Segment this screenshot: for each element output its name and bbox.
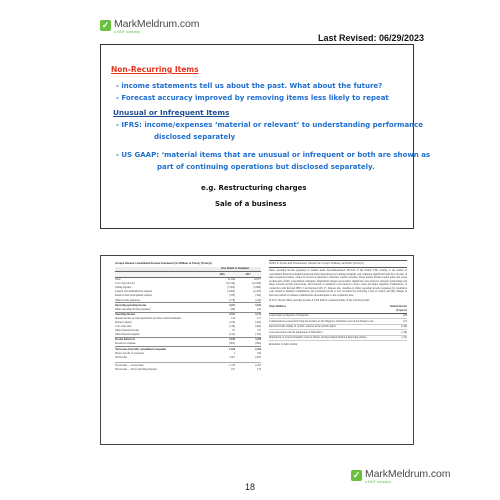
ifrs-line-1: - IFRS: income/expenses ‘material or relevant’ to understanding performance — [116, 121, 424, 129]
brand-tagline: a MMF company — [365, 479, 392, 484]
slide-bullet-2: - Forecast accuracy improved by removing items less likely to repeat — [116, 94, 389, 102]
table-row: Share of profit of associates 1 169 — [115, 351, 261, 355]
income-statement-rows — [115, 278, 261, 360]
note-heading: NOTE 6. Events and Transactions Outside the Group's Ordinary Activities [Excerpt] — [269, 260, 407, 268]
slide-bullet-1: - income statements tell us about the past. What about the future? — [116, 82, 383, 90]
page-number: 18 — [244, 482, 255, 492]
table-row: Selling expense (5,562) (5,890) — [115, 286, 261, 290]
table-row: Other income (expense) (278) (219) — [115, 298, 261, 302]
slide — [100, 44, 431, 229]
table-row: Other financial expense (214) (312) — [115, 333, 261, 337]
checkmark-icon: ✓ — [352, 470, 361, 480]
last-revised: Last Revised: 06/29/2023 — [318, 33, 425, 43]
table-row: Research and development expense (333) (342) — [115, 294, 261, 298]
table-row: Recurring operating income 3,022 3,543 — [115, 303, 261, 307]
income-statement-excerpt — [115, 262, 261, 372]
note-excerpt — [269, 260, 407, 346]
table-row: Income before tax 2,630 3,296 — [115, 338, 261, 342]
ifrs-line-2: disclosed separately — [154, 133, 236, 141]
brand-logo-top — [100, 19, 199, 34]
table-row: Compensation received following the decision of the Singapore arbitration court in the Fonterra case 105 — [269, 319, 407, 323]
table-row: Cost of goods sold (10,744) (12,459) — [115, 282, 261, 286]
table-row: Capital gain on disposal of Stonyfield 628 — [269, 314, 407, 318]
table-row: Costs associated with the integration of WhiteWave (118) — [269, 330, 407, 334]
table-row: Net income from fully consolidated companies 1,826 2,454 — [115, 347, 261, 351]
brand-name: MarkMeldrum.com — [114, 18, 200, 30]
table-row: Impairment of several intangible assets in Waters and Specialized Nutrition Reporting entities (115) — [269, 336, 407, 340]
section-heading: Unusual or Infrequent Items — [113, 108, 230, 117]
table-row: General and administrative expense (2,004) (2,225) — [115, 290, 261, 294]
brand-tagline: a MMF company — [114, 29, 141, 34]
table-row: Income tax expense (804) (842) — [115, 342, 261, 346]
brand-name: MarkMeldrum.com — [365, 468, 451, 480]
checkmark-icon: ✓ — [101, 20, 110, 30]
note-table — [269, 305, 407, 341]
table-row: Sales 21,944 24,677 — [115, 278, 261, 282]
table-row: Operating income 2,923 3,734 — [115, 312, 261, 316]
example-label: e.g. Restructuring charges — [201, 184, 307, 192]
table-row: Other financial income 67 137 — [115, 329, 261, 333]
table-row: Other operating income (expense) (99) 192 — [115, 307, 261, 311]
gaap-line-1: - US GAAP: ‘material items that are unusual or infrequent or both are shown as — [116, 151, 431, 159]
example-2: Sale of a business — [215, 200, 287, 208]
income-statement-bottom-rows — [115, 364, 261, 372]
table-row: Net income 1,827 2,623 — [115, 355, 261, 359]
table-row: Territorial risks, mainly in certain countries in the ALMA region (148) — [269, 325, 407, 329]
note-table-header: (Euro Millions) Related Income (Expense) — [269, 305, 407, 312]
table-row: Interest income on cash equivalents and short-term investments 130 151 — [115, 316, 261, 320]
table-row: Cost of net debt (146) (263) — [115, 325, 261, 329]
table-row: Net income — Group share 1,720 2,453 — [115, 363, 261, 367]
slide-title: Non-Recurring Items — [111, 65, 199, 74]
years-header: 2016 2017 — [115, 272, 261, 278]
period-header: Year Ended 31 December — [115, 267, 261, 273]
income-statement-title: Groupe Danone Consolidated Income Statements (in Millions of Euros) (Excerpt) — [115, 262, 213, 265]
remainder-note: Remainder of table omitted — [269, 342, 298, 346]
note-paragraph-2: In 2017, the net Other operating income of €192 million consisted mainly of the following items: — [269, 298, 370, 302]
note-paragraph-1: Other operating income (expense) is defined under Recommendation 2013-03 of the French CNC relating to the format of consolidated financial statements prepared under international accounting standards, and comprises significant items that, because of their exceptional nature, cannot be viewed as inherent to Danone's current activities. These mainly include capital gains and losses on disposals of fully consolidated companies, impairment charges on goodwill, significant costs related to strategic restructuring and major external growth transactions, and incurred or estimated costs related to major crises and major litigation. Furthermore, in connection with Revised IFRS 3 and Revised IAS 27, Danone also classifies in Other operating income (expense) (i) acquisition costs related to business combinations, (ii) revaluation profit or loss accounted for following a loss of control, and (iii) changes in earn-outs related to business combinations and subsequent to the acquisition date. — [269, 269, 407, 297]
gaap-line-2: part of continuing operations but disclosed separately. — [157, 163, 375, 171]
table-row: Net income — Non-controlling interests 107 170 — [115, 367, 261, 371]
document-thumbnail — [100, 255, 414, 445]
table-row: Interest expense (276) (414) — [115, 321, 261, 324]
